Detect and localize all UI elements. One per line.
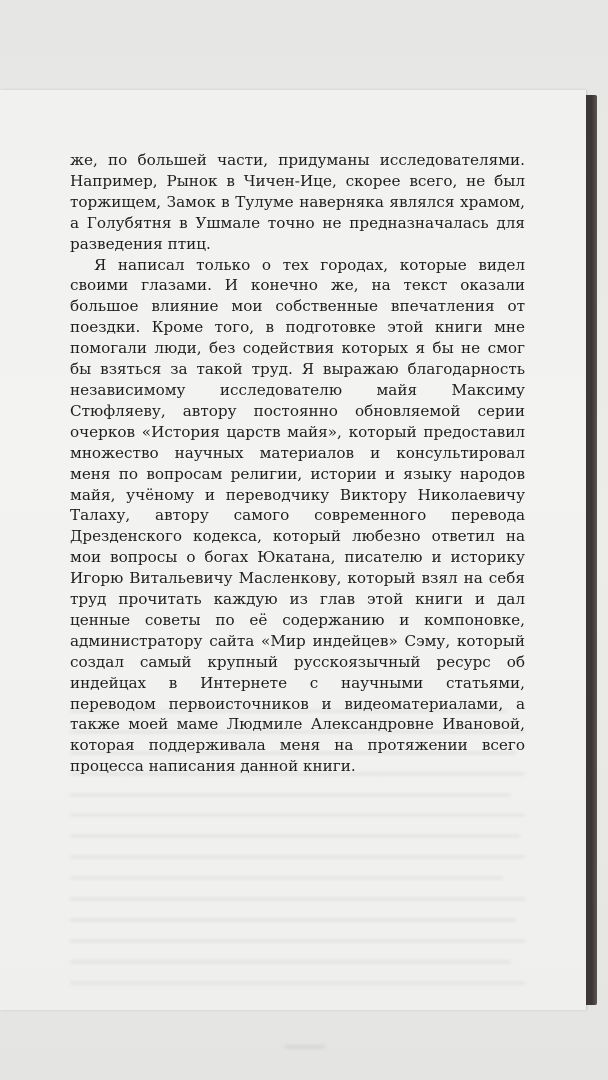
paragraph: же, по большей части, придуманы исследователями. Например, Рынок в Чичен-Ице, скорее всего, не был торжищем, Замок в Тулуме наверняка являлся храмом, а Голубятня в Ушмале точно не предназначалась для разведения птиц. [70, 151, 525, 253]
page-number-bleed [285, 1045, 325, 1049]
paragraph: Я написал только о тех городах, которые видел своими глазами. И конечно же, на текст оказали большое влияние мои собственные впечатления от поездки. Кроме того, в подготовке этой книги мне помогали люди, без содействия которых я бы не смог бы взяться за такой труд. Я выражаю благодарность независимому исследователю майя Максиму Стюфляеву, автору постоянно обновляемой серии очерков «История царств майя», который предоставил множество научных материалов и консультировал меня по вопросам религии, истории и языку народов майя, учёному и переводчику Виктору Николаевичу Талаху, автору самого современного перевода Дрезденского кодекса, который любезно ответил на мои вопросы о богах Юкатана, писателю и историку Игорю Витальевичу Масленкову, который взял на себя труд прочитать каждую из глав этой книги и дал ценные советы по её содержанию и компоновке, администратору сайта «Мир индейцев» Сэму, который создал самый крупный русскоязычный ресурс об индейцах в Интернете с научными статьями, переводом первоисточников и видеоматериалами, а также моей маме Людмиле Александровне Ивановой, которая поддерживала меня на протяжении всего процесса написания данной книги. [70, 255, 525, 776]
page-body-text [70, 150, 525, 777]
